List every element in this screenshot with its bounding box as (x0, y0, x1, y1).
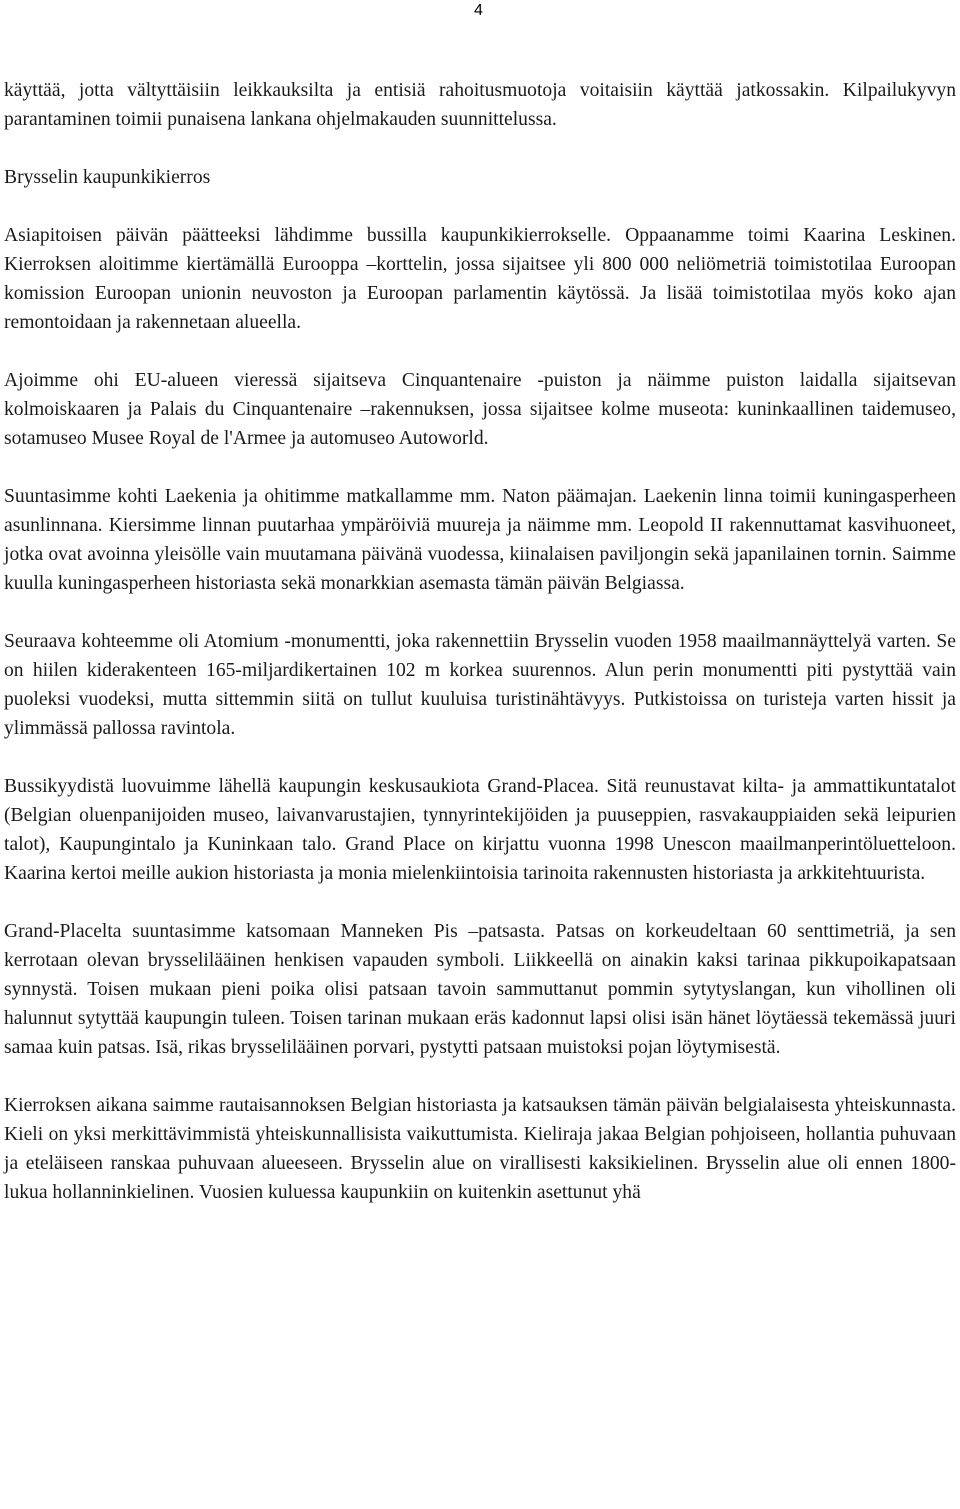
page-number: 4 (474, 2, 483, 19)
paragraph: Kierroksen aikana saimme rautaisannoksen Belgian historiasta ja katsauksen tämän päivän belgialaisesta yhteiskunnasta. Kieli on yksi merkittävimmistä yhteiskunnallisista vaikuttumista. Kieliraja jakaa Belgian pohjoiseen, hollantia puhuvaan ja eteläiseen ranskaa puhuvaan alueeseen. Brysselin alue on virallisesti kaksikielinen. Brysselin alue oli ennen 1800-lukua hollanninkielinen. Vuosien kuluessa kaupunkiin on kuitenkin asettunut yhä (4, 1095, 956, 1203)
paragraph: Grand-Placelta suuntasimme katsomaan Manneken Pis –patsasta. Patsas on korkeudeltaan 60 senttimetriä, ja sen kerrotaan olevan brysselilääinen henkisen vapauden symboli. Liikkeellä on ainakin kaksi tarinaa pikkupoikapatsaan synnystä. Toisen mukaan pieni poika olisi patsaan tavoin sammuttanut pommin sytytyslangan, kun vihollinen oli halunnut sytyttää kaupungin tuleen. Toisen tarinan mukaan eräs kadonnut lapsi olisi isän hänet löytäessä tekemässä juuri samaa kuin patsas. Isä, rikas brysselilääinen porvari, pystytti patsaan muistoksi pojan löytymisestä. (4, 921, 956, 1058)
paragraph: Ajoimme ohi EU-alueen vieressä sijaitseva Cinquantenaire -puiston ja näimme puiston laidalla sijaitsevan kolmoiskaaren ja Palais du Cinquantenaire –rakennuksen, jossa sijaitsee kolme museota: kuninkaallinen taidemuseo, sotamuseo Musee Royal de l'Armee ja automuseo Autoworld. (4, 370, 956, 449)
paragraph: Bussikyydistä luovuimme lähellä kaupungin keskusaukiota Grand-Placea. Sitä reunustavat kilta- ja ammattikuntatalot (Belgian oluenpanijoiden museo, laivanvarustajien, tynnyrintekijöiden ja puuseppien, rasvakauppiaiden sekä leipurien talot), Kaupungintalo ja Kuninkaan talo. Grand Place on kirjattu vuonna 1998 Unescon maailmanperintöluetteloon. Kaarina kertoi meille aukion historiasta ja monia mielenkiintoisia tarinoita rakennusten historiasta ja arkkitehtuurista. (4, 776, 956, 884)
paragraph: Seuraava kohteemme oli Atomium -monumentti, joka rakennettiin Brysselin vuoden 1958 maailmannäyttelyä varten. Se on hiilen kiderakenteen 165-miljardikertainen 102 m korkea suurennos. Alun perin monumentti piti pystyttää vain puoleksi vuodeksi, mutta sittemmin siitä on tullut kuuluisa turistinähtävyys. Putkistoissa on turisteja varten hissit ja ylimmässä pallossa ravintola. (4, 631, 956, 739)
paragraph-intro: käyttää, jotta vältyttäisiin leikkauksilta ja entisiä rahoitusmuotoja voitaisiin käyttää jatkossakin. Kilpailukyvyn parantaminen toimii punaisena lankana ohjelmakauden suunnittelussa. (4, 80, 956, 130)
paragraph: Asiapitoisen päivän päätteeksi lähdimme bussilla kaupunkikierrokselle. Oppaanamme toimi Kaarina Leskinen. Kierroksen aloitimme kiertämällä Eurooppa –korttelin, jossa sijaitsee yli 800 000 neliömetriä toimistotilaa Euroopan komission Euroopan unionin neuvoston ja Euroopan parlamentin käytössä. Ja lisää toimistotilaa myös koko ajan remontoidaan ja rakennetaan alueella. (4, 225, 956, 333)
paragraph: Suuntasimme kohti Laekenia ja ohitimme matkallamme mm. Naton päämajan. Laekenin linna toimii kuningasperheen asunlinnana. Kiersimme linnan puutarhaa ympäröiviä muureja ja näimme mm. Leopold II rakennuttamat kasvihuoneet, jotka ovat avoinna yleisölle vain muutamana päivänä vuodessa, kiinalaisen paviljongin sekä japanilainen tornin. Saimme kuulla kuningasperheen historiasta sekä monarkkian asemasta tämän päivän Belgiassa. (4, 486, 956, 594)
section-heading: Brysselin kaupunkikierros (4, 167, 211, 188)
document-body (4, 76, 956, 1207)
